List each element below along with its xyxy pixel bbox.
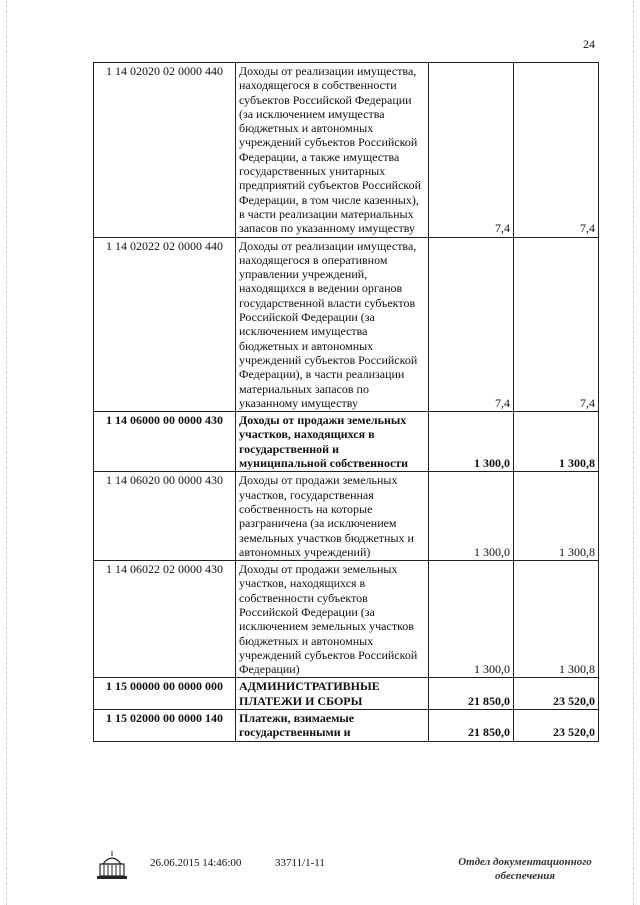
income-name-cell: Доходы от продажи земельных участков, находящихся в собственности субъектов Российской Федерации (за исключением земельных участков бюджетных и автономных учреждений субъектов Российской Федерации) bbox=[236, 561, 429, 678]
income-name-cell: Доходы от реализации имущества, находящегося в оперативном управлении учреждений, находящихся в ведении органов государственной власти субъектов Российской Федерации (за исключением имущества бюджетных и автономных учреждений субъектов Российской Федерации), в части реализации материальных запасов по указанному имуществу bbox=[236, 237, 429, 412]
amount-cell-1: 1 300,0 bbox=[429, 561, 514, 678]
kbk-code-cell: 1 14 02022 02 0000 440 bbox=[94, 237, 236, 412]
stamp-line-1: Отдел документационного bbox=[458, 856, 592, 868]
kbk-code-cell: 1 15 02000 00 0000 140 bbox=[94, 710, 236, 742]
amount-cell-2: 7,4 bbox=[514, 63, 599, 238]
kbk-code-cell: 1 14 06022 02 0000 430 bbox=[94, 561, 236, 678]
amount-cell-1: 21 850,0 bbox=[429, 678, 514, 710]
kbk-code-cell: 1 14 06000 00 0000 430 bbox=[94, 412, 236, 472]
budget-revenue-table bbox=[93, 62, 599, 742]
amount-cell-1: 7,4 bbox=[429, 237, 514, 412]
table-row bbox=[94, 561, 599, 678]
table-body bbox=[94, 63, 599, 742]
right-scan-edge bbox=[633, 0, 634, 905]
amount-cell-1: 7,4 bbox=[429, 63, 514, 238]
amount-cell-2: 23 520,0 bbox=[514, 710, 599, 742]
footer-document-number: 33711/1-11 bbox=[275, 857, 325, 869]
table-row bbox=[94, 412, 599, 472]
amount-cell-1: 21 850,0 bbox=[429, 710, 514, 742]
income-name-cell: АДМИНИСТРАТИВНЫЕ ПЛАТЕЖИ И СБОРЫ bbox=[236, 678, 429, 710]
amount-cell-1: 1 300,0 bbox=[429, 472, 514, 561]
amount-cell-1: 1 300,0 bbox=[429, 412, 514, 472]
amount-cell-2: 1 300,8 bbox=[514, 472, 599, 561]
kbk-code-cell: 1 14 02020 02 0000 440 bbox=[94, 63, 236, 238]
stamp-line-2: обеспечения bbox=[494, 870, 555, 882]
amount-cell-2: 1 300,8 bbox=[514, 412, 599, 472]
duma-building-logo-icon bbox=[95, 850, 129, 882]
income-name-cell: Доходы от продажи земельных участков, государственная собственность на которые разграничена (за исключением земельных участков бюджетных и автономных учреждений) bbox=[236, 472, 429, 561]
amount-cell-2: 1 300,8 bbox=[514, 561, 599, 678]
amount-cell-2: 7,4 bbox=[514, 237, 599, 412]
table-row bbox=[94, 472, 599, 561]
income-name-cell: Доходы от реализации имущества, находящегося в собственности субъектов Российской Федерации (за исключением имущества бюджетных и автономных учреждений субъектов Российской Федерации, а также имущества государственных унитарных предприятий субъектов Российской Федерации, в том числе казенных), в части реализации материальных запасов по указанному имуществу bbox=[236, 63, 429, 238]
kbk-code-cell: 1 15 00000 00 0000 000 bbox=[94, 678, 236, 710]
table-row bbox=[94, 710, 599, 742]
income-name-cell: Платежи, взимаемые государственными и bbox=[236, 710, 429, 742]
footer-timestamp: 26.06.2015 14:46:00 bbox=[150, 857, 242, 869]
table-row bbox=[94, 63, 599, 238]
table-row bbox=[94, 237, 599, 412]
amount-cell-2: 23 520,0 bbox=[514, 678, 599, 710]
kbk-code-cell: 1 14 06020 00 0000 430 bbox=[94, 472, 236, 561]
department-stamp bbox=[445, 855, 605, 883]
page-number: 24 bbox=[583, 37, 595, 51]
left-scan-edge bbox=[6, 0, 7, 905]
income-name-cell: Доходы от продажи земельных участков, находящихся в государственной и муниципальной собственности bbox=[236, 412, 429, 472]
table-row bbox=[94, 678, 599, 710]
